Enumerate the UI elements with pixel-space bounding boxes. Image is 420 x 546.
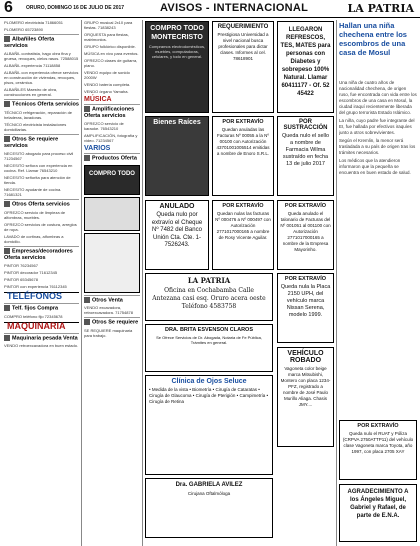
la-patria-oficina-ad: LA PATRIA Oficina en Cochabamba Calle Antezana casi esq. Oruro acera oeste Teléfono 4583758 [145,273,273,321]
dra-avilez-ad: Dra. GABRIELA AVILEZ Cirujana Oftalmóloga [145,478,273,538]
column-divider [336,20,337,546]
category-header: Otros Se requiere [84,317,140,326]
ad-placeholder [84,233,140,293]
category-header: Amplificaciones Oferta servicios [84,104,140,120]
tools-icon [4,136,10,142]
classified-item: NECESITO abogado para proceso civil 71234567 [4,151,74,162]
classified-item: AMPLIFICACIÓN, fotografía y video. 71234567 [84,133,138,144]
classified-item: TÉCNICO refrigeración, reparación de heladeras, lavadoras. [4,109,73,120]
category-header: Técnicos Oferta servicios [4,99,79,108]
wrench-icon [4,101,10,107]
page-number: 6 [4,0,13,16]
news-article: Una niña de cuatro años de nacionalidad chechena, de origen ruso, fue encontrada con vida entre los escombros de una casa en Mosul, la ciudad iraquí recientemente liberada del grupo terrorista Estado Islámico. La niña, cuyo padre fue integrante del EI, fue hallada por efectivos iraquíes junto a otros sobrevivientes. Según el Kremlin, la menor será trasladada a su país de origen tras los trámites necesarios. Los médicos que la atendieron informaron que la pequeña se encuentra en buen estado de salud. [339,80,417,175]
column-divider [142,20,143,546]
llegaron-ad: LLEGARON REFRESCOS, TES, MATES para personas con Diabetes y sobrepeso 100% Natural. Llamar 60411177 - Of. 52 45422 [277,21,334,113]
extravio-ad-3: POR EXTRAVÍO Queda anulado el talonario de Facturas del Nº 001051 al 001100 con Autorización 2771017000165 a nombre de la Empresa Mayorinho. [277,200,334,270]
classified-item: ALBAÑIL contratista, hago obra fina y gruesa, revoques, cielos rasos. 72588015 [4,51,79,62]
phone-icon [4,305,10,311]
masthead: LA PATRIA [347,2,414,15]
bienes-raices-ad: Bienes Raíces [145,116,209,196]
compro-todo-ad-small: COMPRO TODO [84,165,140,195]
agradecimiento-ad: AGRADECIMIENTO A los Ángeles Miguel, Gabriel y Rafael, de parte de E.N.A. [339,484,417,542]
category-header: Maquinaria pesada Venta [4,333,79,342]
extravio-ad-1: POR EXTRAVÍO Quedan anuladas las Facturas Nº 00055 a la Nº 00100 con Autorización 43701001005514 emitidas a nombre de Enoro S.R.L. [212,116,274,196]
category-header: Empresas/decoradores Oferta servicios [4,246,79,262]
requerimiento-ad: REQUERIMIENTO Prestigiosa Universidad a nivel nacional busca profesionales para dictar clases. Informes al cel. 78618901 [212,21,274,113]
paint-icon [4,248,10,254]
dateline: ORURO, DOMINGO 16 DE JULIO DE 2017 [26,5,125,11]
classified-item: PINTOR 65345678 [4,277,38,283]
classified-item: PLOMERO 65723890 [4,27,43,32]
news-headline: Hallan una niña chechena entre los escombros de una casa de Mosul [339,21,417,76]
musica-header: MÚSICA [84,96,112,103]
box-icon [84,155,90,161]
extravio-ad-2: POR EXTRAVÍO Quedan nulas las facturas Nº 000476 a Nº 000497 con Autorización 2771017000165 a nombre de Rosy Vicente Aguilar. [212,200,274,270]
section-title: AVISOS - INTERNACIONAL [160,2,309,14]
ad-placeholder [84,197,140,231]
classified-item: OFREZCO servicio de karaoke. 76543210 [84,121,124,132]
hammer-icon [4,36,10,42]
varios-header: VARIOS [84,145,111,153]
anulado-ad: ANULADO Queda nulo por extravío el Cheque Nº 7482 del Banco Unión Cta. Cte. 1-7526243. [145,200,209,270]
column-divider [81,20,82,546]
vehiculo-robado-ad: VEHÍCULO ROBADO Vagoneta color beige marca Mitsubishi, Montero con placa 1234-PFZ, registrado a nombre de José Paulo Murillo Aliaga. Chasis JMY.... [277,347,334,447]
classified-item: PLOMERO electricista 71866051 [4,20,63,25]
classified-item: PINTOR decorador 71612345 [4,270,58,276]
classified-item: VENDO excavadora, retroexcavadora. 71754878 [84,305,133,316]
category-header: Otros Venta [84,295,140,304]
tools-icon [84,297,90,303]
category-header: Albañiles Oferta servicios [4,34,79,50]
speaker-icon [84,106,90,112]
truck-icon [4,335,10,341]
classified-item: GRUPO musical 2x10 para fiestas. 71838243 [84,20,133,30]
tools-icon [4,201,10,207]
clinica-ojos-ad: Clínica de Ojos Seluce • Medida de la vista • Biometría • Cirugía de Cataratas • Cirugía de Glaucoma • Cirugía de Pterigión • Campimetría • Cirugía de Retina [145,375,273,475]
classified-item: ALBAÑIL experiencia 71118858 [4,63,61,69]
category-header: Productos Oferta [84,153,140,162]
classifieds-column-1: PLOMERO electricista 71866051 PLOMERO 65723890 Albañiles Oferta servicios ALBAÑIL contratista, hago obra fina y gruesa, revoques, cielos rasos. 72588015 ALBAÑIL experiencia 71118858 ALBAÑIL con experiencia ofrece servicios en construcción de viviendas, revoques, pisos, cerámica. ALBAÑILES Maestro de obra, construcciones en general. Técnicos Oferta servicios TÉCNICO refrigeración, reparación de heladeras, lavadoras. TÉCNICO electricista instalaciones domiciliarias. Otros Se requiere servicios NECESITO abogado para proceso civil 71234567 NECESITO señora con experiencia en cocina. Ref. Llamar 76543210 NECESITO señorita para atención de tienda. NECESITO ayudante de cocina. 71681321 Otros Oferta servicios OFREZCO servicio de limpieza de alfombras, muebles. OFREZCO servicios de costura, arreglos de ropa. LAVADO de cortinas, alfombras a domicilio. Empresas/decoradores Oferta servicios PINTOR 76234567 PINTOR decorador 71612345 PINTOR 65345678 PINTOR con experiencia 76112345 TELÉFONOS Telf. fijos Compra COMPRO teléfono fijo 72345678 MAQUINARIA Maquinaria pesada Venta VENDO retroexcavadora en buen estado. [4,20,79,349]
category-header: Otros Se requiere servicios [4,134,79,150]
maquinaria-header: MAQUINARIA [4,322,79,330]
dra-brita-ad: DRA. BRITA ESVENSON CLAROS Se Ofrece Servicios de Dr. Abogada, Notaria de Fe Pública, Trámites en general. [145,324,273,372]
compro-todo-ad: COMPRO TODO MONTECRISTO Compramos electrodomésticos, muebles, computadoras, celulares, y todo en general. [145,21,209,113]
tools-icon [84,319,90,325]
classifieds-column-2: GRUPO musical 2x10 para fiestas. 71838243 ORQUESTA para fiestas, matrimonios. GRUPO folklórico disponible. MÚSICA en vivo para eventos. OFREZCO clases de guitarra, piano. VENDO equipo de sonido 2000W VENDO batería completa. VENDO órgano Yamaha. MÚSICA Amplificaciones Oferta servicios OFREZCO servicio de karaoke. 76543210 AMPLIFICACIÓN, fotografía y video. 71234567 VARIOS Productos Oferta COMPRO TODO Otros Venta VENDO excavadora, retroexcavadora. 71754878 Otros Se requiere SE REQUIERE maquinaria para trabajo. [84,20,139,338]
classified-item: NECESITO señora con experiencia en cocina. Ref. Llamar 76543210 [4,163,73,174]
extravio-ad-4: POR EXTRAVÍO Queda nula la Placa 2150 UPH, del vehículo marca Nissan Serena, modelo 1999. [277,273,334,343]
page-header [0,0,420,18]
extravio-ad-5: POR EXTRAVÍO Queda nulo el RUAT y Póliza (CRPVA 2750ATTP11) del vehículo clase Vagoneta marca Toyota, año 1997, con placa 2705 XAY [339,420,417,480]
telefonos-header: TELÉFONOS [4,292,79,300]
sustraccion-ad: POR SUSTRACCIÓN Queda nulo el sello a nombre de Farmacia Wilma sustraído en fecha 13 de julio 2017 [277,116,334,196]
category-header: Otros Oferta servicios [4,199,79,208]
classified-item: PINTOR 76234567 [4,263,38,269]
category-header: Telf. fijos Compra [4,303,79,312]
